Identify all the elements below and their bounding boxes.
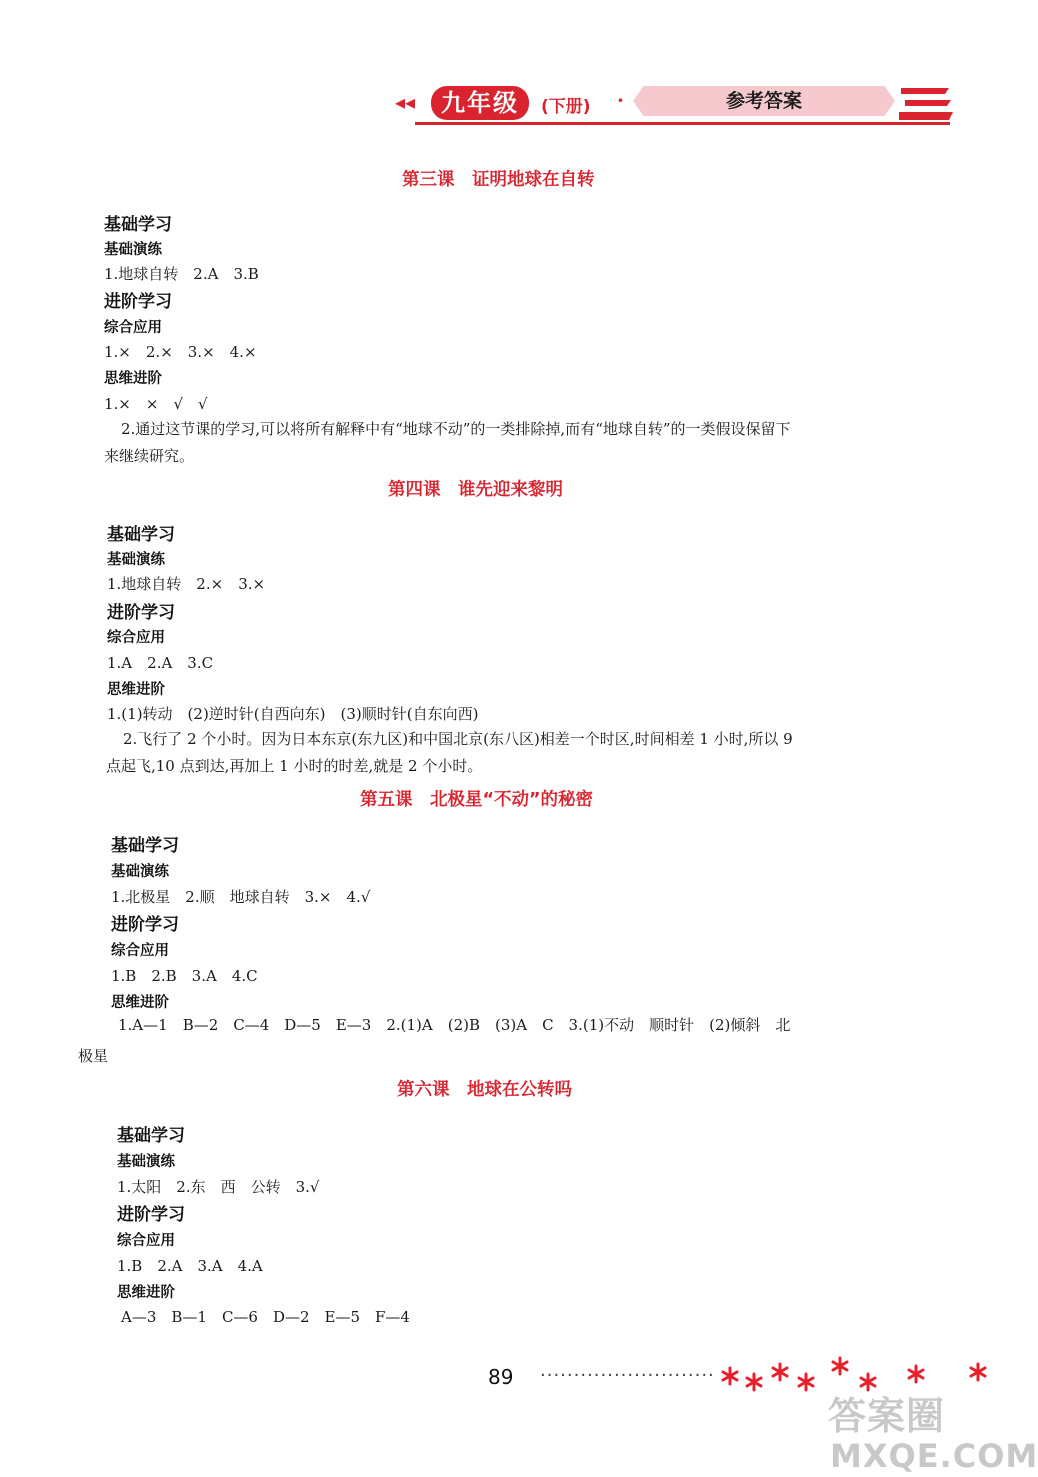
answer-line: 1.B 2.A 3.A 4.A [117,1257,263,1275]
section-heading: 进阶学习 [111,915,179,935]
volume-label: (下册) [541,97,591,117]
header-rule [415,122,950,125]
subsection-heading: 综合应用 [107,630,165,646]
section-heading: 基础学习 [107,525,175,545]
answer-line: 1.× 2.× 3.× 4.× [104,343,257,361]
answer-line: 1.太阳 2.东 西 公转 3.√ [117,1178,320,1196]
lesson-title: 第五课 北极星“不动”的秘密 [360,790,594,810]
watermark-text: 答案圈 [828,1394,946,1438]
lesson-title: 第六课 地球在公转吗 [397,1080,572,1100]
answer-line: 1.× × √ √ [104,395,208,413]
answer-line: 2.通过这节课的学习,可以将所有解释中有“地球不动”的一类排除掉,而有“地球自转”的一类假设保留下 [121,420,791,438]
subsection-heading: 综合应用 [104,320,162,336]
subsection-heading: 基础演练 [117,1154,175,1170]
watermark-url: MXQE.COM [830,1437,1038,1475]
section-heading: 基础学习 [104,215,172,235]
answer-line: 2.飞行了 2 个小时。因为日本东京(东九区)和中国北京(东八区)相差一个时区,时间相差 1 小时,所以 9 [123,730,793,748]
subsection-heading: 基础演练 [111,864,169,880]
answer-line: A—3 B—1 C—6 D—2 E—5 F—4 [121,1308,410,1326]
subsection-heading: 综合应用 [117,1233,175,1249]
lesson-title: 第三课 证明地球在自转 [402,170,595,190]
section-heading: 进阶学习 [117,1205,185,1225]
answer-line: 1.B 2.B 3.A 4.C [111,967,258,985]
subsection-heading: 思维进阶 [117,1285,175,1301]
header-dot: · [617,88,624,112]
section-heading: 进阶学习 [107,603,175,623]
subsection-heading: 综合应用 [111,943,169,959]
answer-line: 1.(1)转动 (2)逆时针(自西向东) (3)顺时针(自东向西) [107,705,479,723]
answer-line: 1.地球自转 2.× 3.× [107,575,266,593]
subsection-heading: 思维进阶 [107,682,165,698]
answer-line: 来继续研究。 [104,447,195,465]
page-number: 89 [488,1365,514,1389]
section-title: 参考答案 [725,90,802,112]
subsection-heading: 思维进阶 [104,371,162,387]
answer-line: 1.地球自转 2.A 3.B [104,265,259,283]
dotted-leader: ·························· [540,1365,715,1386]
double-left-arrow-icon: ◂◂ [395,90,416,114]
answer-line: 点起飞,10 点到达,再加上 1 小时的时差,就是 2 个小时。 [106,757,483,775]
section-heading: 基础学习 [117,1126,185,1146]
subsection-heading: 思维进阶 [111,995,169,1011]
subsection-heading: 基础演练 [107,552,165,568]
subsection-heading: 基础演练 [104,242,162,258]
page-header [395,78,960,140]
grade-badge: 九年级 [431,86,529,120]
answer-line: 1.A—1 B—2 C—4 D—5 E—3 2.(1)A (2)B (3)A C 3.(1)不动 顺时针 (2)倾斜 北 [118,1016,791,1034]
answer-line: 极星 [78,1047,109,1065]
answer-line: 1.北极星 2.顺 地球自转 3.× 4.√ [111,888,371,906]
answer-line: 1.A 2.A 3.C [107,654,214,672]
book-stack-icon [895,84,955,124]
section-heading: 进阶学习 [104,292,172,312]
lesson-title: 第四课 谁先迎来黎明 [388,480,563,500]
section-heading: 基础学习 [111,836,179,856]
